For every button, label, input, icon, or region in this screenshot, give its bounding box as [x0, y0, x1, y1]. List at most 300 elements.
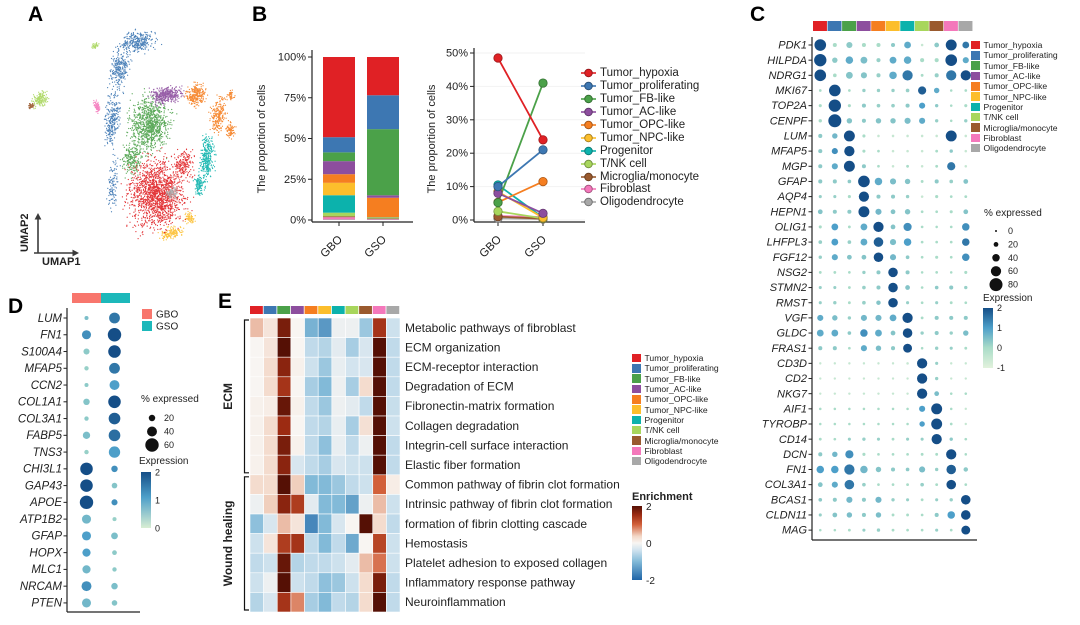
- dot-LHFPL3-Microglia/monocyte: [935, 241, 938, 244]
- pct-expressed-tick: 0: [1008, 226, 1014, 236]
- stack-segment-Fibroblast: [323, 217, 355, 219]
- pathway-label: Degradation of ECM: [405, 379, 514, 394]
- heatmap-cell: [345, 338, 359, 358]
- dot-APOE-GSO: [111, 499, 117, 505]
- dot-MAG-Tumor_hypoxia: [819, 529, 822, 532]
- legend-label: Fibroblast: [644, 445, 683, 456]
- dot-CD2-Tumor_hypoxia: [819, 377, 821, 379]
- gene-label-TOP2A: TOP2A: [771, 100, 807, 113]
- dot-MAG-Tumor_AC-like: [862, 529, 865, 532]
- heatmap-cell: [332, 396, 346, 416]
- dot-FGF12-Fibroblast: [950, 256, 953, 259]
- dot-GAP43-GBO: [80, 479, 93, 492]
- dot-FRAS1-Tumor_FB-like: [848, 347, 851, 350]
- dot-NKG7-Microglia/monocyte: [934, 391, 939, 396]
- legend-item-Tumor_OPC-like: [971, 81, 1058, 91]
- dot-MGP-Microglia/monocyte: [935, 165, 938, 168]
- umap-cluster-Tumor_AC-like: [148, 86, 184, 107]
- heatmap-cell: [291, 573, 305, 593]
- legend-item-Tumor_NPC-like: [971, 91, 1058, 101]
- dot-BCAS1-Tumor_proliferating: [833, 498, 837, 502]
- dot-COL3A1-GBO: [84, 416, 88, 420]
- bar-xtick-GSO: GSO: [362, 233, 390, 261]
- dot-CD2-Tumor_FB-like: [848, 377, 850, 379]
- gene-label-GFAP: GFAP: [31, 530, 62, 543]
- pathway-label: Hemostasis: [405, 536, 468, 551]
- dot-FGF12-Tumor_NPC-like: [890, 254, 896, 260]
- heatmap-cell: [359, 377, 373, 397]
- point-Tumor_proliferating: [494, 182, 502, 190]
- heatmap-cell: [250, 416, 264, 436]
- dot-NSG2-Tumor_OPC-like: [876, 270, 880, 274]
- dot-AIF1-Microglia/monocyte: [931, 403, 942, 414]
- dot-AIF1-Tumor_FB-like: [848, 408, 851, 411]
- dot-LHFPL3-Tumor_NPC-like: [890, 239, 896, 245]
- dot-CD14-Tumor_OPC-like: [877, 438, 880, 441]
- col-annotation-Fibroblast: [944, 21, 958, 31]
- dot-LUM-Tumor_FB-like: [844, 130, 855, 141]
- gene-label-CLDN11: CLDN11: [765, 509, 807, 522]
- heatmap-cell: [332, 455, 346, 475]
- heatmap-cell: [318, 416, 332, 436]
- dot-TOP2A-Tumor_AC-like: [862, 104, 866, 108]
- dot-TYROBP-Tumor_OPC-like: [877, 423, 880, 426]
- group-bracket-ECM: [245, 320, 250, 473]
- dot-RMST-Tumor_hypoxia: [819, 301, 822, 304]
- dot-CENPF-Tumor_hypoxia: [819, 119, 822, 122]
- gene-label-NSG2: NSG2: [777, 267, 807, 279]
- dot-MAG-Tumor_FB-like: [848, 529, 851, 532]
- dot-LHFPL3-Progenitor: [904, 238, 912, 246]
- heatmap-cell: [332, 338, 346, 358]
- dot-DCN-Tumor_FB-like: [845, 450, 853, 458]
- heatmap-cell: [359, 338, 373, 358]
- dot-HOPX-GBO: [82, 549, 90, 557]
- dot-LUM-Microglia/monocyte: [935, 135, 938, 138]
- legend-swatch-GSO: [142, 321, 152, 331]
- dot-LUM-Fibroblast: [946, 130, 957, 141]
- heatmap-cell: [373, 416, 387, 436]
- col-annotation-Tumor_AC-like: [291, 306, 304, 314]
- col-annotation-Microglia/monocyte: [929, 21, 943, 31]
- legend-swatch-icon: [971, 72, 980, 81]
- dot-STMN2-T/NK cell: [921, 286, 924, 289]
- expression-colorbar: [983, 308, 993, 368]
- stack-segment-Tumor_AC-like: [323, 161, 355, 174]
- legend-item-Tumor_AC-like: [632, 384, 719, 394]
- legend-item-Fibroblast: [581, 183, 699, 196]
- gene-label-FN1: FN1: [786, 464, 807, 477]
- dot-MKI67-Tumor_hypoxia: [819, 89, 822, 92]
- dot-GLDC-Tumor_NPC-like: [891, 331, 896, 336]
- legend-swatch-icon: [632, 374, 641, 383]
- dot-GFAP-GSO: [111, 532, 118, 539]
- dot-HILPDA-Fibroblast: [945, 54, 957, 66]
- dot-CD3D-Tumor_proliferating: [834, 362, 836, 364]
- gene-label-NDRG1: NDRG1: [768, 69, 807, 82]
- pct-expressed-tick: 80: [1008, 279, 1019, 290]
- umap1-axis-label: UMAP1: [42, 256, 81, 268]
- dot-TOP2A-Progenitor: [906, 104, 910, 108]
- dot-GAP43-GSO: [112, 483, 118, 489]
- legend-swatch-icon: [971, 123, 980, 132]
- heatmap-cell: [277, 573, 291, 593]
- dot-GFAP-Tumor_NPC-like: [890, 178, 896, 184]
- dot-TOP2A-Tumor_NPC-like: [891, 104, 895, 108]
- dot-AIF1-Oligodendrocyte: [965, 408, 967, 410]
- dot-AQP4-Fibroblast: [950, 195, 953, 198]
- dot-AQP4-Oligodendrocyte: [964, 195, 967, 198]
- dot-CD3D-T/NK cell: [917, 358, 927, 368]
- dot-BCAS1-Microglia/monocyte: [935, 498, 938, 501]
- point-Tumor_hypoxia: [494, 54, 502, 62]
- dot-CD14-Progenitor: [906, 438, 909, 441]
- heatmap-cell: [359, 357, 373, 377]
- line-xtick-GBO: GBO: [477, 233, 505, 261]
- dot-GFAP-Progenitor: [905, 179, 910, 184]
- col-annotation-T/NK cell: [915, 21, 929, 31]
- bar-ytick: 50%: [283, 133, 306, 145]
- dot-MKI67-T/NK cell: [918, 86, 926, 94]
- dot-MGP-Tumor_NPC-like: [892, 165, 895, 168]
- heatmap-cell: [250, 357, 264, 377]
- dot-MFAP5-Tumor_AC-like: [862, 150, 865, 153]
- dot-MFAP5-Fibroblast: [950, 149, 953, 152]
- heatmap-cell: [305, 357, 319, 377]
- heatmap-cell: [373, 396, 387, 416]
- dot-DCN-Fibroblast: [946, 449, 956, 459]
- col-annotation-T/NK cell: [345, 306, 358, 314]
- line-Tumor_AC-like: [498, 193, 543, 213]
- dot-GFAP-Oligodendrocyte: [963, 179, 968, 184]
- gene-label-LHFPL3: LHFPL3: [766, 236, 807, 249]
- dot-TOP2A-Fibroblast: [950, 104, 953, 107]
- arrow-up-icon: [35, 213, 42, 220]
- dot-HOPX-GSO: [112, 550, 117, 555]
- dot-STMN2-Fibroblast: [949, 286, 953, 290]
- legend-item-Tumor_NPC-like: [581, 131, 699, 144]
- gene-label-FABP5: FABP5: [26, 430, 62, 443]
- dot-TOP2A-Tumor_hypoxia: [819, 104, 822, 107]
- heatmap-cell: [386, 416, 400, 436]
- heatmap-cell: [291, 416, 305, 436]
- legend-marker-icon: [581, 197, 596, 207]
- dot-HEPN1-Tumor_hypoxia: [818, 209, 823, 214]
- heatmap-cell: [332, 553, 346, 573]
- heatmap-cell: [250, 553, 264, 573]
- dot-MGP-Progenitor: [906, 165, 909, 168]
- dot-CENPF-Tumor_proliferating: [828, 114, 841, 127]
- heatmap-cell: [264, 553, 278, 573]
- dot-HEPN1-Tumor_OPC-like: [875, 209, 881, 215]
- dot-LUM-Tumor_AC-like: [862, 134, 865, 137]
- heatmap-cell: [345, 436, 359, 456]
- dot-STMN2-Tumor_proliferating: [833, 286, 836, 289]
- dot-GLDC-Microglia/monocyte: [935, 331, 939, 335]
- umap-cluster-Microglia/monocyte: [29, 104, 34, 109]
- heatmap-cell: [345, 318, 359, 338]
- stack-segment-Oligodendrocyte: [367, 220, 399, 221]
- heatmap-cell: [318, 338, 332, 358]
- dot-CD3D-Tumor_AC-like: [863, 362, 865, 364]
- dot-COL3A1-Tumor_OPC-like: [877, 483, 880, 486]
- stack-segment-Tumor_proliferating: [323, 137, 355, 152]
- dot-OLIG1-Tumor_hypoxia: [819, 225, 822, 228]
- dot-RMST-Fibroblast: [950, 301, 953, 304]
- line-ytick: 10%: [445, 181, 468, 194]
- gene-label-COL3A1: COL3A1: [764, 479, 807, 492]
- stack-segment-Tumor_proliferating: [367, 95, 399, 129]
- enrichment-tick: 0: [646, 539, 652, 550]
- gene-label-COL3A1: COL3A1: [17, 413, 62, 426]
- gene-label-GAP43: GAP43: [24, 480, 62, 493]
- dot-CLDN11-Microglia/monocyte: [935, 513, 939, 517]
- dot-RMST-Tumor_OPC-like: [876, 300, 880, 304]
- dot-GFAP-Tumor_FB-like: [848, 180, 852, 184]
- heatmap-cell: [305, 396, 319, 416]
- dot-GLDC-Tumor_FB-like: [848, 331, 852, 335]
- col-annotation-Microglia/monocyte: [359, 306, 372, 314]
- dot-CD3D-Fibroblast: [950, 362, 952, 364]
- legend-swatch-icon: [632, 364, 641, 373]
- dot-CD14-Oligodendrocyte: [964, 438, 967, 441]
- gene-label-ATP1B2: ATP1B2: [20, 513, 62, 526]
- heatmap-cell: [305, 534, 319, 554]
- dot-HEPN1-Oligodendrocyte: [963, 209, 968, 214]
- dot-NKG7-Tumor_proliferating: [834, 392, 836, 394]
- dot-FN1-Tumor_FB-like: [844, 464, 854, 474]
- heatmap-cell: [373, 534, 387, 554]
- dot-FGF12-Oligodendrocyte: [962, 253, 970, 261]
- dot-DCN-Tumor_AC-like: [862, 453, 865, 456]
- col-annotation-Tumor_FB-like: [277, 306, 290, 314]
- heatmap-cell: [332, 377, 346, 397]
- group-label-ECM: ECM: [221, 383, 235, 410]
- dot-NSG2-Fibroblast: [950, 271, 953, 274]
- gene-label-HOPX: HOPX: [29, 547, 62, 560]
- heatmap-cell: [291, 318, 305, 338]
- gene-label-LUM: LUM: [37, 312, 62, 325]
- col-annotation-Tumor_OPC-like: [871, 21, 885, 31]
- gene-label-S100A4: S100A4: [21, 346, 62, 359]
- legend-item-Tumor_FB-like: [581, 93, 699, 106]
- dot-MGP-Fibroblast: [947, 162, 955, 170]
- dot-GLDC-Tumor_AC-like: [860, 329, 868, 337]
- dot-HEPN1-T/NK cell: [921, 210, 924, 213]
- heatmap-cell: [264, 436, 278, 456]
- bar-ytick: 25%: [283, 173, 306, 186]
- dot-STMN2-Tumor_AC-like: [862, 286, 866, 290]
- dot-VGF-Progenitor: [902, 313, 912, 323]
- heatmap-cell: [332, 357, 346, 377]
- dot-NKG7-Tumor_hypoxia: [819, 392, 821, 394]
- dot-FGF12-Tumor_OPC-like: [874, 252, 884, 262]
- dot-FRAS1-Tumor_AC-like: [861, 345, 867, 351]
- dot-CD3D-Tumor_FB-like: [848, 362, 850, 364]
- legend-swatch-icon: [971, 82, 980, 91]
- dot-RMST-Tumor_FB-like: [848, 301, 851, 304]
- col-annotation-Tumor_FB-like: [842, 21, 856, 31]
- dot-COL3A1-Tumor_FB-like: [845, 480, 855, 490]
- heatmap-cell: [291, 436, 305, 456]
- heatmap-cell: [373, 514, 387, 534]
- umap-cluster-Tumor_OPC-like: [184, 82, 236, 139]
- dot-RMST-Tumor_proliferating: [833, 301, 836, 304]
- legend-item-Tumor_hypoxia: [581, 67, 699, 80]
- pathway-label: ECM organization: [405, 340, 501, 355]
- heatmap-cell: [305, 592, 319, 612]
- dot-VGF-Tumor_FB-like: [848, 316, 851, 319]
- dot-GFAP-Tumor_OPC-like: [875, 178, 883, 186]
- enrichment-colorbar: [632, 506, 642, 580]
- dot-MKI67-Tumor_proliferating: [829, 85, 841, 97]
- stack-segment-Tumor_hypoxia: [323, 57, 355, 137]
- dot-NSG2-Tumor_NPC-like: [888, 268, 898, 278]
- heatmap-cell: [305, 455, 319, 475]
- heatmap-cell: [318, 357, 332, 377]
- heatmap-cell: [386, 357, 400, 377]
- dot-MGP-Tumor_hypoxia: [818, 164, 822, 168]
- legend-label: Tumor_FB-like: [644, 373, 701, 384]
- heatmap-cell: [291, 475, 305, 495]
- heatmap-cell: [373, 573, 387, 593]
- dot-CHI3L1-GSO: [111, 466, 117, 472]
- dot-FN1-GBO: [82, 330, 91, 339]
- heatmap-cell: [318, 318, 332, 338]
- legend-item-Tumor_NPC-like: [632, 404, 719, 414]
- col-annotation-Progenitor: [332, 306, 345, 314]
- legend-marker-icon: [581, 184, 596, 194]
- gene-label-VGF: VGF: [784, 312, 807, 325]
- legend-swatch-icon: [632, 457, 641, 466]
- dot-S100A4-GBO: [83, 348, 89, 354]
- dot-HILPDA-Microglia/monocyte: [935, 58, 939, 62]
- heatmap-cell: [277, 318, 291, 338]
- dot-MFAP5-Tumor_OPC-like: [877, 150, 880, 153]
- heatmap-cell: [359, 573, 373, 593]
- pct-expressed-tick: 20: [1008, 239, 1019, 250]
- dot-NSG2-Tumor_AC-like: [862, 271, 865, 274]
- heatmap-cell: [318, 553, 332, 573]
- dot-FRAS1-Microglia/monocyte: [935, 347, 938, 350]
- point-Tumor_FB-like: [494, 198, 502, 206]
- dot-FRAS1-Tumor_proliferating: [833, 346, 837, 350]
- dot-MKI67-Oligodendrocyte: [964, 89, 967, 92]
- dot-NDRG1-Tumor_proliferating: [833, 73, 837, 77]
- dot-OLIG1-Tumor_FB-like: [848, 226, 851, 229]
- dot-CD2-Tumor_AC-like: [863, 377, 865, 379]
- heatmap-cell: [359, 416, 373, 436]
- dot-COL1A1-GBO: [83, 399, 89, 405]
- expression-title: Expression: [139, 456, 189, 467]
- legend-label: Tumor_FB-like: [600, 93, 675, 106]
- cluster-legend-c: [971, 40, 1058, 153]
- umap-axes: [34, 218, 74, 253]
- col-annotation-Progenitor: [900, 21, 914, 31]
- heatmap-cell: [305, 494, 319, 514]
- legend-label: Tumor_NPC-like: [983, 91, 1047, 102]
- heatmap-cell: [332, 318, 346, 338]
- dot-MGP-Tumor_OPC-like: [877, 165, 880, 168]
- heatmap-cell: [264, 338, 278, 358]
- dot-STMN2-Progenitor: [905, 285, 910, 290]
- dot-TYROBP-Tumor_hypoxia: [819, 423, 822, 426]
- heatmap-cell: [291, 534, 305, 554]
- dot-VGF-Oligodendrocyte: [964, 316, 968, 320]
- heatmap-cell: [332, 494, 346, 514]
- dot-AQP4-Microglia/monocyte: [935, 195, 938, 198]
- point-T/NK cell: [494, 207, 502, 215]
- dot-FRAS1-Tumor_hypoxia: [818, 346, 822, 350]
- dot-DCN-Tumor_OPC-like: [877, 453, 880, 456]
- legend-swatch-icon: [971, 41, 980, 50]
- legend-label: Microglia/monocyte: [600, 170, 700, 183]
- dot-RMST-Tumor_NPC-like: [888, 298, 898, 308]
- gene-label-PTEN: PTEN: [31, 597, 62, 610]
- dot-CHI3L1-GBO: [80, 463, 93, 476]
- legend-item-Tumor_FB-like: [971, 61, 1058, 71]
- col-annotation-GBO: [72, 293, 101, 303]
- heatmap-cell: [386, 553, 400, 573]
- heatmap-cell: [373, 592, 387, 612]
- dot-PDK1-Fibroblast: [946, 40, 957, 51]
- legend-label: Tumor_proliferating: [983, 50, 1058, 61]
- dot-FN1-T/NK cell: [919, 466, 925, 472]
- legend-item-Tumor_OPC-like: [632, 394, 719, 404]
- umap-plot: [0, 0, 245, 290]
- legend-label: Oligodendrocyte: [644, 456, 708, 467]
- dot-GLDC-Fibroblast: [950, 331, 953, 334]
- dot-AQP4-Tumor_AC-like: [859, 191, 869, 201]
- dot-LHFPL3-Tumor_OPC-like: [874, 237, 884, 247]
- dot-MKI67-Microglia/monocyte: [934, 88, 939, 93]
- dot-LUM-Tumor_hypoxia: [818, 134, 822, 138]
- dot-DCN-Tumor_NPC-like: [892, 453, 895, 456]
- dot-LUM-GSO: [109, 313, 120, 324]
- stack-segment-Tumor_OPC-like: [323, 174, 355, 183]
- dot-COL3A1-Fibroblast: [946, 480, 956, 490]
- dot-OLIG1-Fibroblast: [950, 226, 953, 229]
- heatmap-cell: [345, 494, 359, 514]
- heatmap-cell: [291, 514, 305, 534]
- legend-marker-icon: [581, 146, 596, 156]
- dot-PDK1-Tumor_FB-like: [846, 42, 852, 48]
- umap-cluster-Progenitor: [193, 134, 216, 195]
- expression-tick: 1: [155, 495, 161, 506]
- dot-AQP4-Tumor_FB-like: [848, 195, 851, 198]
- pct-expressed-tick: 40: [1008, 252, 1019, 263]
- heatmap-cell: [345, 553, 359, 573]
- dot-FRAS1-Tumor_OPC-like: [876, 345, 881, 350]
- dot-NKG7-Fibroblast: [950, 392, 953, 395]
- col-annotation-Tumor_hypoxia: [250, 306, 263, 314]
- dot-PDK1-Oligodendrocyte: [962, 42, 969, 49]
- dot-TNS3-GBO: [84, 450, 88, 454]
- legend-item-Tumor_FB-like: [632, 374, 719, 384]
- dot-NRCAM-GBO: [82, 581, 92, 591]
- legend-item-Tumor_proliferating: [971, 50, 1058, 60]
- dot-FRAS1-Tumor_NPC-like: [891, 346, 895, 350]
- legend-label: Tumor_hypoxia: [600, 67, 679, 80]
- gene-label-MGP: MGP: [781, 160, 807, 173]
- legend-marker-icon: [581, 172, 596, 182]
- heatmap-cell: [277, 494, 291, 514]
- legend-label: T/NK cell: [644, 425, 680, 436]
- heatmap-cell: [386, 436, 400, 456]
- legend-item-Microglia/monocyte: [632, 435, 719, 445]
- dot-OLIG1-Tumor_NPC-like: [891, 225, 896, 230]
- heatmap-cell: [386, 318, 400, 338]
